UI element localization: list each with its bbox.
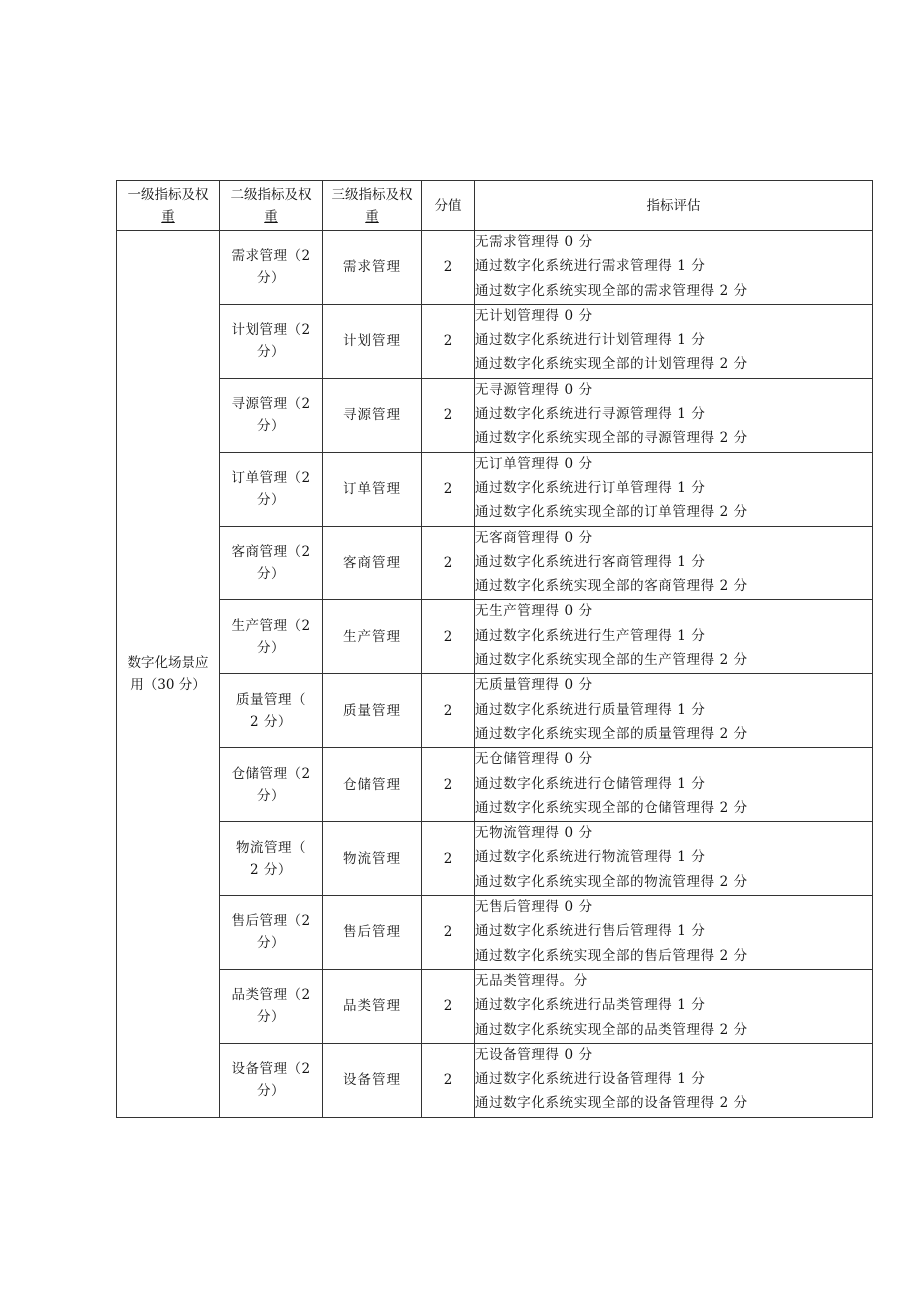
table-row	[117, 896, 873, 970]
evaluation-cell	[475, 526, 873, 600]
level3-cell: 客商管理	[323, 526, 422, 600]
score-cell: 2	[422, 674, 475, 748]
eval-line-0: 无需求管理得 0 分	[475, 234, 593, 250]
header-evaluation: 指标评估	[475, 181, 873, 231]
eval-line-0: 无售后管理得 0 分	[475, 899, 593, 916]
eval-line-0: 无仓储管理得 0 分	[475, 751, 593, 768]
level3-cell: 需求管理	[323, 231, 422, 305]
header-score: 分值	[422, 181, 475, 231]
eval-line-0: 无设备管理得 0 分	[475, 1046, 593, 1063]
level2-cell: 寻源管理（2 分）	[220, 378, 323, 452]
score-cell: 2	[422, 748, 475, 822]
evaluation-cell	[475, 231, 873, 305]
eval-line-1: 通过数字化系统进行仓储管理得 1 分	[475, 775, 706, 792]
eval-line-2: 通过数字化系统实现全部的质量管理得 2 分	[475, 725, 748, 742]
eval-line-2: 通过数字化系统实现全部的设备管理得 2 分	[475, 1095, 748, 1112]
table-row	[117, 526, 873, 600]
eval-line-0: 无品类管理得。分	[475, 972, 588, 989]
level2-cell: 生产管理（2 分）	[220, 600, 323, 674]
level3-cell: 物流管理	[323, 822, 422, 896]
eval-line-2: 通过数字化系统实现全部的售后管理得 2 分	[475, 947, 748, 964]
evaluation-cell	[475, 822, 873, 896]
eval-line-1: 通过数字化系统进行计划管理得 1 分	[475, 332, 706, 349]
eval-line-2: 通过数字化系统实现全部的品类管理得 2 分	[475, 1021, 748, 1038]
level2-cell: 品类管理（2 分）	[220, 969, 323, 1043]
evaluation-cell	[475, 674, 873, 748]
evaluation-cell	[475, 748, 873, 822]
level3-cell: 质量管理	[323, 674, 422, 748]
eval-line-1: 通过数字化系统进行生产管理得 1 分	[475, 627, 706, 644]
level3-cell: 计划管理	[323, 304, 422, 378]
score-cell: 2	[422, 452, 475, 526]
level2-cell: 物流管理（ 2 分）	[220, 822, 323, 896]
eval-line-0: 无客商管理得 0 分	[475, 529, 593, 546]
level3-cell: 设备管理	[323, 1043, 422, 1117]
eval-line-2: 通过数字化系统实现全部的客商管理得 2 分	[475, 578, 748, 595]
eval-line-0: 无物流管理得 0 分	[475, 825, 593, 842]
eval-line-1: 通过数字化系统进行物流管理得 1 分	[475, 849, 706, 866]
level3-cell: 仓储管理	[323, 748, 422, 822]
evaluation-table	[116, 180, 873, 1118]
eval-line-2: 通过数字化系统实现全部的计划管理得 2 分	[475, 356, 748, 373]
score-cell: 2	[422, 1043, 475, 1117]
eval-line-1: 通过数字化系统进行客商管理得 1 分	[475, 553, 706, 570]
table-row	[117, 1043, 873, 1117]
eval-line-2: 通过数字化系统实现全部的物流管理得 2 分	[475, 873, 748, 890]
eval-line-1: 通过数字化系统进行寻源管理得 1 分	[475, 406, 706, 423]
eval-line-2: 通过数字化系统实现全部的仓储管理得 2 分	[475, 799, 748, 816]
eval-line-2: 通过数字化系统实现全部的需求管理得 2 分	[475, 282, 748, 299]
table-row	[117, 452, 873, 526]
score-cell: 2	[422, 304, 475, 378]
score-cell: 2	[422, 526, 475, 600]
eval-line-1: 通过数字化系统进行设备管理得 1 分	[475, 1071, 706, 1088]
eval-line-1: 通过数字化系统进行品类管理得 1 分	[475, 997, 706, 1014]
evaluation-cell	[475, 600, 873, 674]
header-level2: 二级指标及权 重	[220, 181, 323, 231]
eval-line-1: 通过数字化系统进行需求管理得 1 分	[475, 258, 706, 275]
table-row	[117, 674, 873, 748]
header-row	[117, 181, 873, 231]
score-cell: 2	[422, 600, 475, 674]
level2-cell: 客商管理（2 分）	[220, 526, 323, 600]
header-level1: 一级指标及权 重	[117, 181, 220, 231]
evaluation-cell	[475, 1043, 873, 1117]
level3-cell: 寻源管理	[323, 378, 422, 452]
table-row	[117, 304, 873, 378]
level2-cell: 订单管理（2 分）	[220, 452, 323, 526]
level2-cell: 仓储管理（2 分）	[220, 748, 323, 822]
eval-line-0: 无质量管理得 0 分	[475, 677, 593, 694]
evaluation-cell	[475, 969, 873, 1043]
eval-line-2: 通过数字化系统实现全部的订单管理得 2 分	[475, 504, 748, 521]
eval-line-2: 通过数字化系统实现全部的寻源管理得 2 分	[475, 430, 748, 447]
level2-cell: 需求管理（2 分）	[220, 231, 323, 305]
eval-line-0: 无寻源管理得 0 分	[475, 381, 593, 398]
score-cell: 2	[422, 969, 475, 1043]
eval-line-0: 无计划管理得 0 分	[475, 307, 593, 324]
level3-cell: 订单管理	[323, 452, 422, 526]
level2-cell: 计划管理（2 分）	[220, 304, 323, 378]
eval-line-1: 通过数字化系统进行订单管理得 1 分	[475, 479, 706, 496]
score-cell: 2	[422, 378, 475, 452]
score-cell: 2	[422, 896, 475, 970]
eval-line-0: 无订单管理得 0 分	[475, 455, 593, 472]
table-row	[117, 378, 873, 452]
level2-cell: 质量管理（ 2 分）	[220, 674, 323, 748]
eval-line-2: 通过数字化系统实现全部的生产管理得 2 分	[475, 652, 748, 669]
evaluation-cell	[475, 378, 873, 452]
level1-cell: 数字化场景应 用（30 分）	[117, 231, 220, 1118]
header-level3: 三级指标及权 重	[323, 181, 422, 231]
level2-cell: 售后管理（2 分）	[220, 896, 323, 970]
level2-cell: 设备管理（2 分）	[220, 1043, 323, 1117]
evaluation-cell	[475, 896, 873, 970]
evaluation-cell	[475, 452, 873, 526]
table-row	[117, 600, 873, 674]
table-row	[117, 822, 873, 896]
score-cell: 2	[422, 231, 475, 305]
table-row	[117, 748, 873, 822]
eval-line-1: 通过数字化系统进行质量管理得 1 分	[475, 701, 706, 718]
eval-line-1: 通过数字化系统进行售后管理得 1 分	[475, 923, 706, 940]
level3-cell: 品类管理	[323, 969, 422, 1043]
table-row	[117, 969, 873, 1043]
level3-cell: 生产管理	[323, 600, 422, 674]
table-row	[117, 231, 873, 305]
eval-line-0: 无生产管理得 0 分	[475, 603, 593, 620]
level3-cell: 售后管理	[323, 896, 422, 970]
score-cell: 2	[422, 822, 475, 896]
evaluation-cell	[475, 304, 873, 378]
